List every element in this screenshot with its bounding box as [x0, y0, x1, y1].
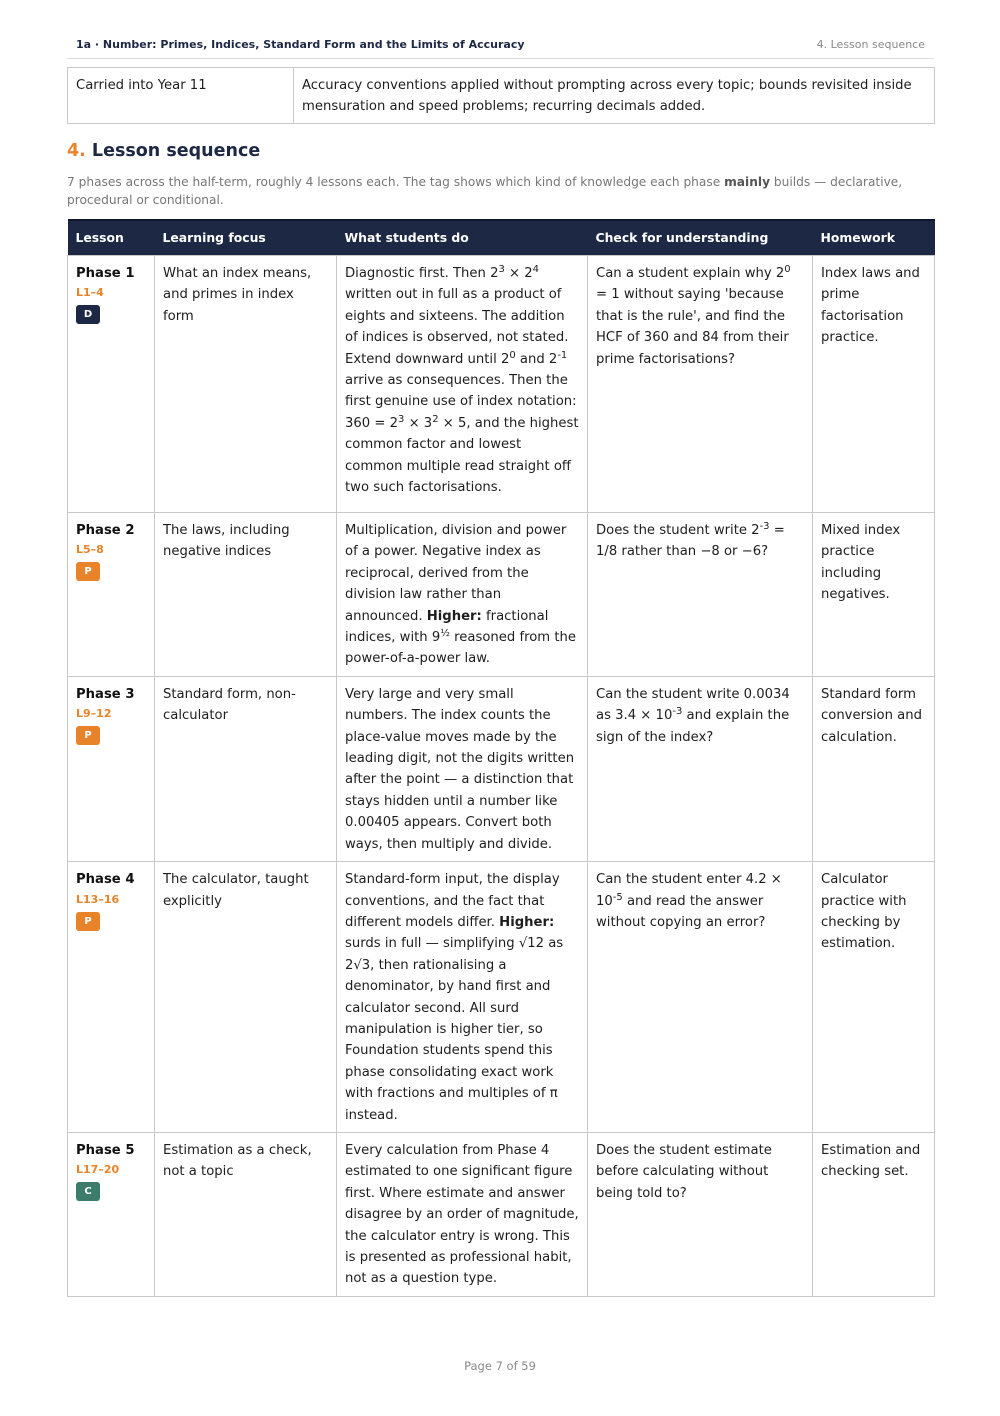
column-header-check: Check for understanding — [588, 220, 813, 256]
page-number: Page 7 of 59 — [464, 1359, 536, 1373]
homework-cell: Estimation and checking set. — [813, 1132, 935, 1296]
lesson-range: L1–4 — [76, 286, 104, 300]
focus-cell: Estimation as a check, not a topic — [155, 1132, 337, 1296]
knowledge-tag-badge: D — [76, 305, 100, 324]
carried-forward-table — [67, 67, 935, 124]
knowledge-tag-badge: P — [76, 912, 100, 931]
check-cell: Can a student explain why $2^0 = 1$ without saying 'because that is the rule', and find the HCF of 360 and 84 from their prime factorisations? — [588, 256, 813, 513]
table-row — [68, 676, 935, 861]
lesson-cell — [68, 1132, 155, 1296]
column-header-activity: What students do — [337, 220, 588, 256]
section-label: 4. Lesson sequence — [816, 38, 925, 51]
lesson-range: L5–8 — [76, 543, 104, 557]
focus-cell: What an index means, and primes in index form — [155, 256, 337, 513]
focus-cell: The calculator, taught explicitly — [155, 862, 337, 1133]
carry-text: Accuracy conventions applied without prompting across every topic; bounds revisited inside mensuration and speed problems; recurring decimals added. — [294, 68, 935, 124]
section-number: 4. — [67, 141, 86, 161]
phase-title: Phase 2 — [76, 523, 135, 538]
section-heading — [67, 141, 260, 161]
section-intro: 7 phases across the half-term, roughly 4 lessons each. The tag shows which kind of knowledge each phase mainly builds — declarative, procedural or conditional. — [67, 175, 903, 207]
homework-cell: Index laws and prime factorisation practice. — [813, 256, 935, 513]
column-header-lesson: Lesson — [68, 220, 155, 256]
lesson-cell — [68, 862, 155, 1133]
phase-title: Phase 4 — [76, 872, 135, 888]
knowledge-tag-badge: C — [76, 1182, 100, 1201]
table-row — [68, 256, 935, 513]
knowledge-tag-badge: P — [76, 562, 100, 581]
phase-title: Phase 1 — [76, 266, 135, 281]
focus-cell: Standard form, non-calculator — [155, 676, 337, 861]
lesson-range: L9–12 — [76, 707, 112, 721]
table-row — [68, 513, 935, 677]
phase-title: Phase 3 — [76, 686, 135, 702]
check-cell: Does the student estimate before calculating without being told to? — [588, 1132, 813, 1296]
activity-cell: Multiplication, division and power of a power. Negative index as reciprocal, derived from the division law rather than announced. Higher: fractional indices, with $9^{\frac{1}{2}}$ reasoned from the power-of-a-power law. — [337, 513, 588, 677]
column-header-homework: Homework — [813, 220, 935, 256]
check-cell: Does the student write $2^{-3} = 1/8$ rather than −8 or −6? — [588, 513, 813, 677]
lesson-cell — [68, 256, 155, 513]
lesson-sequence-table — [67, 219, 935, 1297]
activity-cell: Every calculation from Phase 4 estimated to one significant figure first. Where estimate and answer disagree by an order of magnitude, the calculator entry is wrong. This is presented as professional habit, not as a question type. — [337, 1132, 588, 1296]
lesson-cell — [68, 676, 155, 861]
homework-cell: Standard form conversion and calculation. — [813, 676, 935, 861]
section-title: Lesson sequence — [91, 141, 261, 161]
column-header-focus: Learning focus — [155, 220, 337, 256]
table-header-row — [68, 220, 935, 256]
table-row — [68, 862, 935, 1133]
document-title: 1a · Number: Primes, Indices, Standard Form and the Limits of Accuracy — [76, 38, 525, 51]
running-header — [67, 38, 934, 59]
homework-cell: Mixed index practice including negatives. — [813, 513, 935, 677]
homework-cell: Calculator practice with checking by estimation. — [813, 862, 935, 1133]
phase-title: Phase 5 — [76, 1142, 135, 1158]
focus-cell: The laws, including negative indices — [155, 513, 337, 677]
lesson-cell — [68, 513, 155, 677]
knowledge-tag-badge: P — [76, 726, 100, 745]
check-cell: Can the student write 0.0034 as $3.4 \times 10^{-3}$ and explain the sign of the index? — [588, 676, 813, 861]
check-cell: Can the student enter $4.2 \times 10^{-5}$ and read the answer without copying an error? — [588, 862, 813, 1133]
activity-cell: Diagnostic first. Then $2^3 \times 2^4$ written out in full as a product of eights and sixteens. The addition of indices is observed, not stated. Extend downward until $2^0$ and $2^{-1}$ arrive as consequences. Then the first genuine use of index notation: $360 = 2^3 \times 3^2 \times 5$, and the highest common factor and lowest common multiple read straight off two such factorisations. — [337, 256, 588, 513]
activity-cell: Very large and very small numbers. The index counts the place-value moves made by the leading digit, not the digits written after the point — a distinction that stays hidden until a number like 0.00405 appears. Convert both ways, then multiply and divide. — [337, 676, 588, 861]
table-row — [68, 68, 935, 124]
table-row — [68, 1132, 935, 1296]
activity-cell: Standard-form input, the display conventions, and the fact that different models differ. Higher: surds in full — simplifying √12 as 2√3, then rationalising a denominator, by hand first and calculator second. All surd manipulation is higher tier, so Foundation students spend this phase consolidating exact work with fractions and multiples of π instead. — [337, 862, 588, 1133]
lesson-range: L17–20 — [76, 1163, 120, 1177]
lesson-range: L13–16 — [76, 892, 120, 906]
carry-label: Carried into Year 11 — [76, 78, 207, 93]
